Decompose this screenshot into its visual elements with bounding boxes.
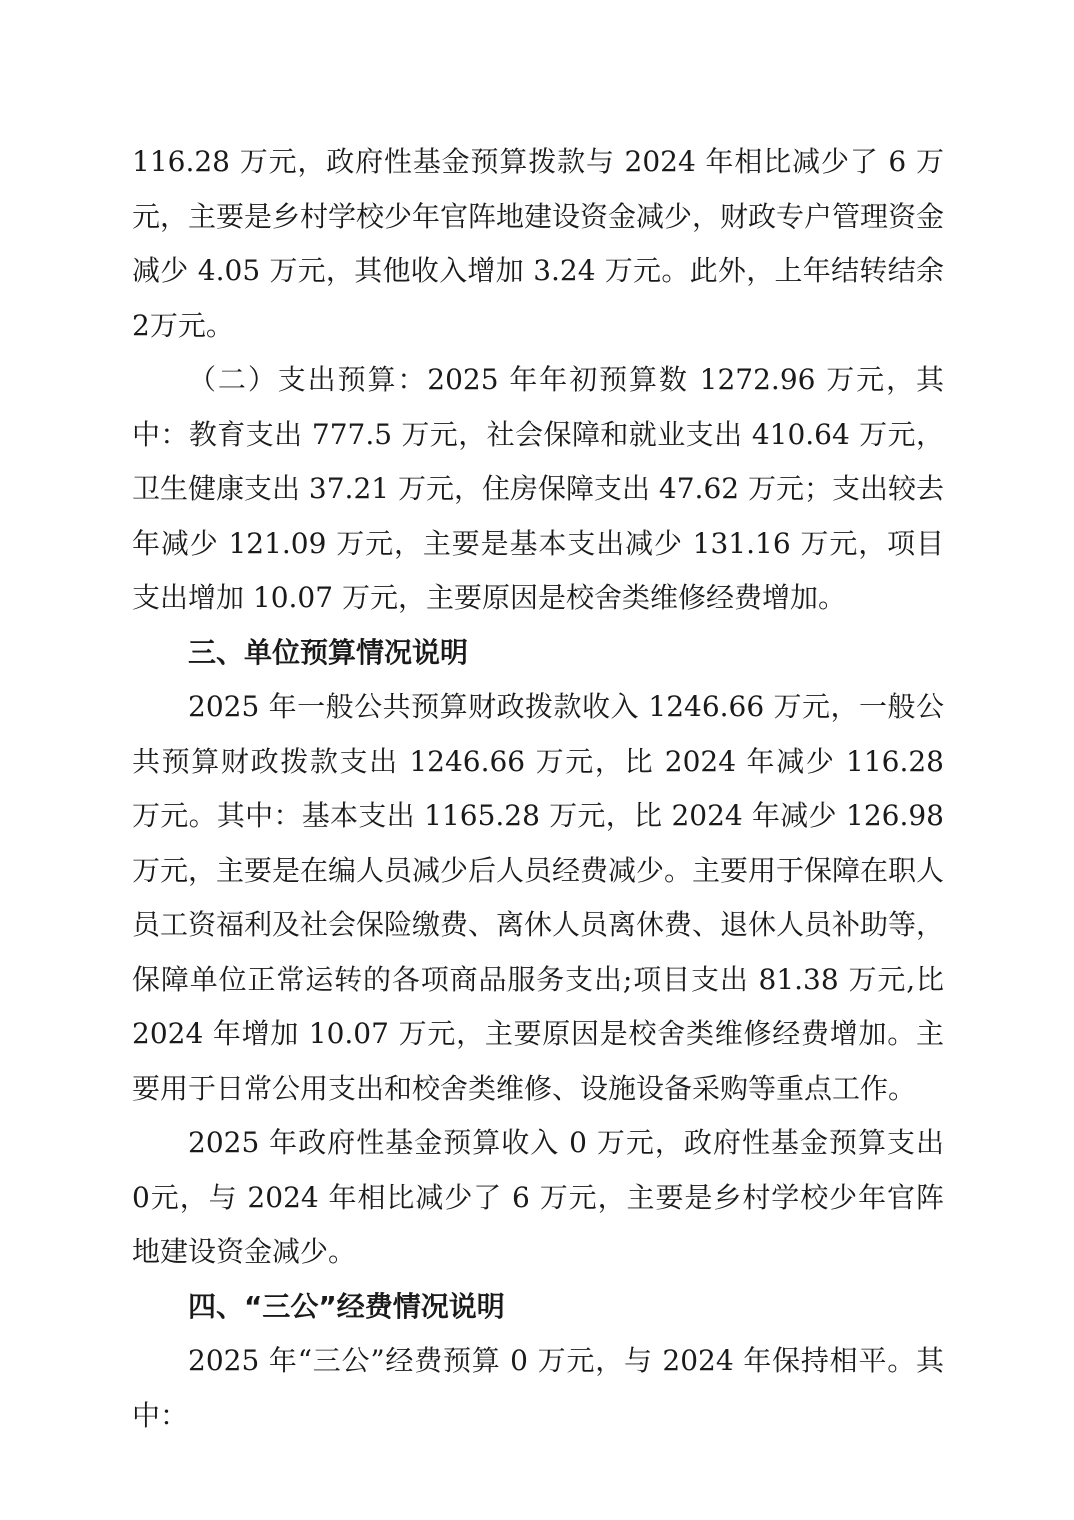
paragraph-expenditure-budget: （二）支出预算：2025 年年初预算数 1272.96 万元，其中：教育支出 777.5 万元，社会保障和就业支出 410.64 万元，卫生健康支出 37.21 万元，住房保障支出 47.62 万元；支出较去年减少 121.09 万元，主要是基本支出减少 131.16 万元，项目支出增加 10.07 万元，主要原因是校舍类维修经费增加。 bbox=[132, 363, 944, 614]
paragraph-three-public-expenses: 2025 年“三公”经费预算 0 万元，与 2024 年保持相平。其中： bbox=[132, 1344, 944, 1432]
paragraph-general-public-budget: 2025 年一般公共预算财政拨款收入 1246.66 万元，一般公共预算财政拨款支出 1246.66 万元，比 2024 年减少 116.28 万元。其中：基本支出 1165.28 万元，比 2024 年减少 126.98 万元，主要是在编人员减少后人员经费减少。主要用于保障在职人员工资福利及社会保险缴费、离休人员离休费、退休人员补助等，保障单位正常运转的各项商品服务支出;项目支出 81.38 万元,比 2024 年增加 10.07 万元，主要原因是校舍类维修经费增加。主要用于日常公用支出和校舍类维修、设施设备采购等重点工作。 bbox=[132, 690, 945, 1105]
document-body bbox=[132, 135, 944, 1443]
paragraph-income-continued: 116.28 万元，政府性基金预算拨款与 2024 年相比减少了 6 万元，主要是乡村学校少年官阵地建设资金减少，财政专户管理资金减少 4.05 万元，其他收入增加 3.24 万元。此外，上年结转结余 2万元。 bbox=[132, 145, 945, 342]
heading-unit-budget: 三、单位预算情况说明 bbox=[188, 635, 469, 669]
paragraph-government-fund-budget: 2025 年政府性基金预算收入 0 万元，政府性基金预算支出 0元，与 2024 年相比减少了 6 万元，主要是乡村学校少年官阵地建设资金减少。 bbox=[132, 1126, 944, 1268]
heading-three-public-expenses: 四、“三公”经费情况说明 bbox=[188, 1289, 505, 1323]
